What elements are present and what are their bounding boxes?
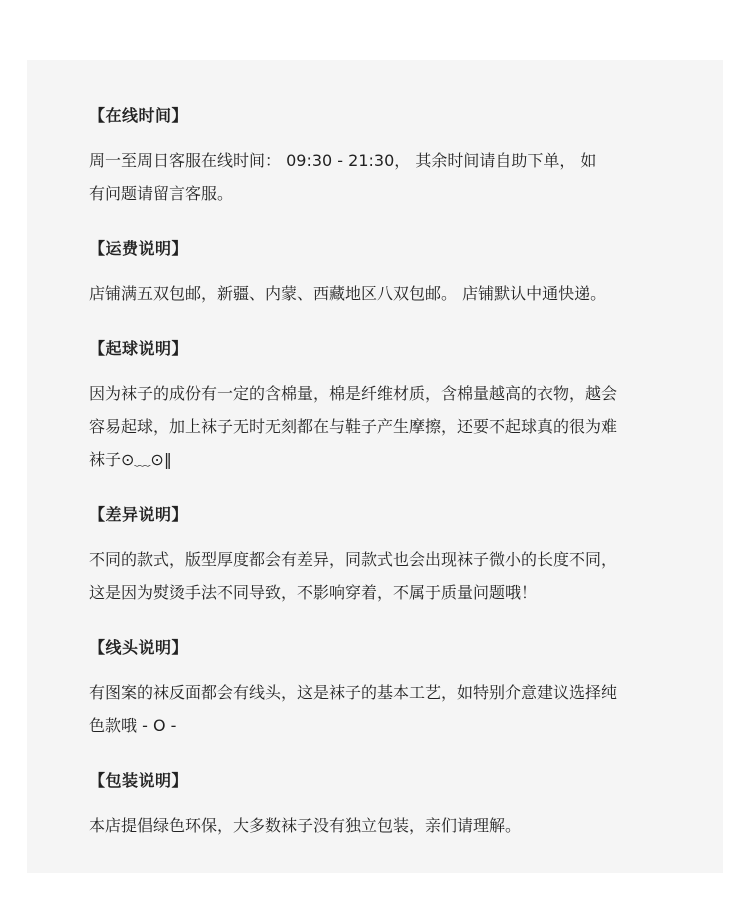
section-loose-threads <box>89 638 699 742</box>
section-title: 【起球说明】 <box>89 339 189 358</box>
text-line: 不同的款式，版型厚度都会有差异，同款式也会出现袜子微小的长度不同， <box>89 550 618 569</box>
info-panel <box>27 60 723 873</box>
section-text <box>89 809 699 842</box>
section-text <box>89 676 699 742</box>
text-line: 周一至周日客服在线时间： 09:30 - 21:30， 其余时间请自助下单， 如 <box>89 151 597 170</box>
section-title: 【在线时间】 <box>89 106 189 125</box>
text-line: 店铺满五双包邮，新疆、内蒙、西藏地区八双包邮。 店铺默认中通快递。 <box>89 284 607 303</box>
section-title: 【线头说明】 <box>89 638 189 657</box>
text-line: 袜子⊙﹏⊙‖ <box>89 450 172 469</box>
section-text <box>89 144 699 210</box>
section-pilling <box>89 339 699 476</box>
text-line: 有问题请留言客服。 <box>89 184 234 203</box>
text-line: 色款哦 - O - <box>89 716 177 735</box>
section-title: 【包装说明】 <box>89 771 189 790</box>
section-shipping <box>89 239 699 310</box>
section-title: 【差异说明】 <box>89 505 189 524</box>
text-line: 容易起球，加上袜子无时无刻都在与鞋子产生摩擦，还要不起球真的很为难 <box>89 417 618 436</box>
section-packaging <box>89 771 699 842</box>
section-title: 【运费说明】 <box>89 239 189 258</box>
section-text <box>89 377 699 476</box>
section-online-hours <box>89 106 699 210</box>
text-line: 因为袜子的成份有一定的含棉量，棉是纤维材质，含棉量越高的衣物，越会 <box>89 384 618 403</box>
text-line: 有图案的袜反面都会有线头，这是袜子的基本工艺，如特别介意建议选择纯 <box>89 683 618 702</box>
text-line: 这是因为熨烫手法不同导致，不影响穿着，不属于质量问题哦！ <box>89 583 538 602</box>
text-line: 本店提倡绿色环保，大多数袜子没有独立包装，亲们请理解。 <box>89 816 522 835</box>
section-variance <box>89 505 699 609</box>
section-text <box>89 543 699 609</box>
section-text <box>89 277 699 310</box>
